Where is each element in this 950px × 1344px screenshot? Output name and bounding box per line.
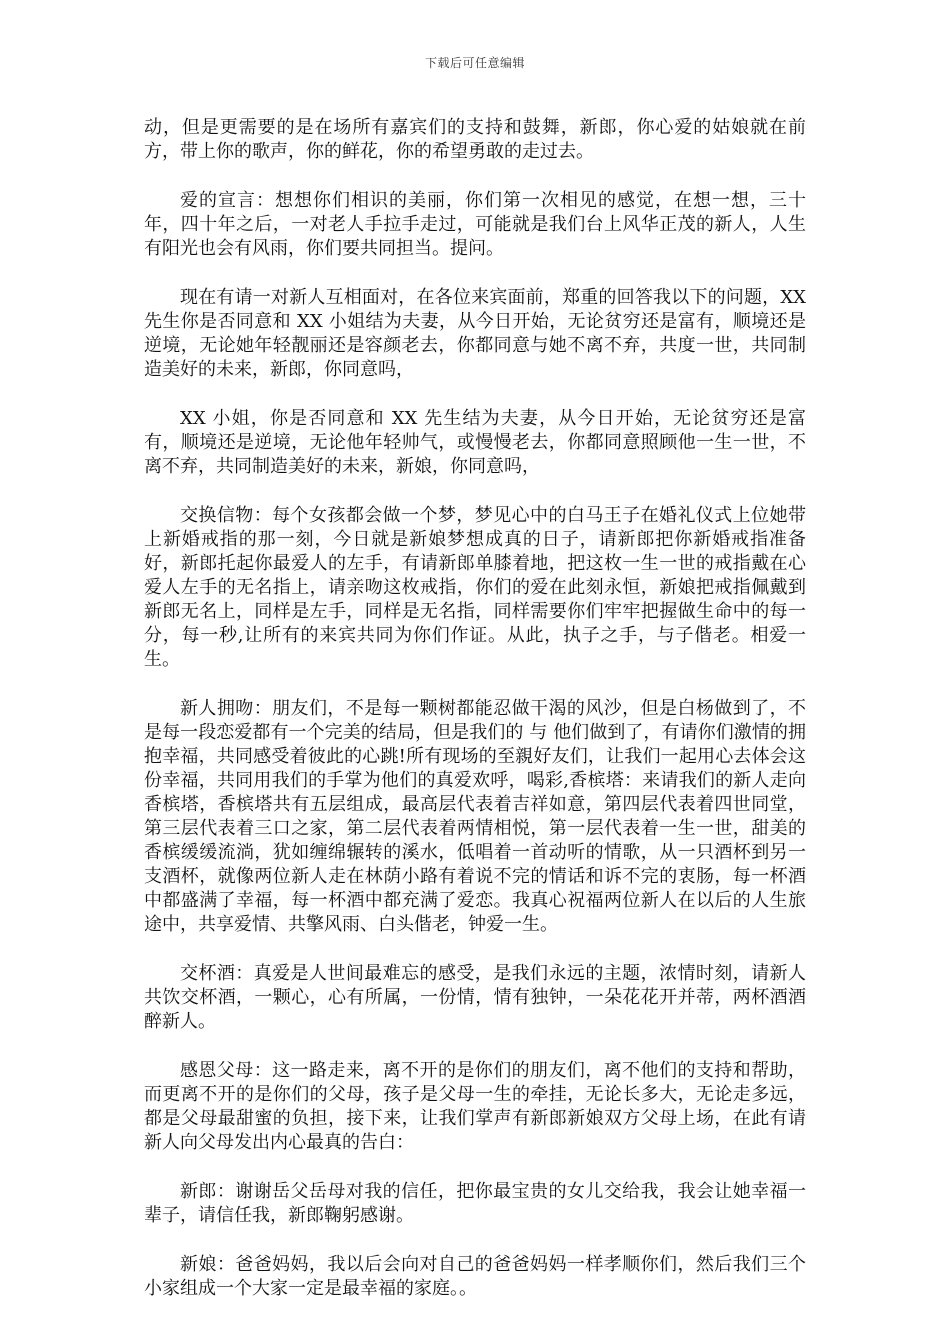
- page-header: 下载后可任意编辑: [424, 56, 525, 70]
- paragraph-continuation: 动，但是更需要的是在场所有嘉宾们的支持和鼓舞，新郎，你心爱的姑娘就在前方，带上你的歌声，你的鲜花，你的希望勇敢的走过去。: [144, 117, 806, 162]
- paragraph-ring-exchange: 交换信物：每个女孩都会做一个梦，梦见心中的白马王子在婚礼仪式上位她带上新婚戒指的那一刻，今日就是新娘梦想成真的日子，请新郎把你新婚戒指准备好，新郎托起你最爱人的左手，有请新郎单膝着地，把这枚一生一世的戒指戴在心爱人左手的无名指上，请亲吻这枚戒指，你们的爱在此刻永恒，新娘把戒指佩戴到新郎无名上，同样是左手，同样是无名指，同样需要你们牢牢把握做生命中的每一分，每一秒,让所有的来宾共同为你们作证。从此，执子之手，与子偕老。相爱一生。: [144, 505, 806, 670]
- paragraph-groom-vow-question: 现在有请一对新人互相面对，在各位来宾面前，郑重的回答我以下的问题，XX 先生你是否同意和 XX 小姐结为夫妻，从今日开始，无论贫穷还是富有，顺境还是逆境，无论她年轻靓丽还是容颜老去，你都同意与她不离不弃，共度一世，共同制造美好的未来，新郎，你同意吗，: [144, 287, 806, 380]
- paragraph-love-declaration: 爱的宣言：想想你们相识的美丽，你们第一次相见的感觉，在想一想，三十年，四十年之后，一对老人手拉手走过，可能就是我们台上风华正茂的新人，人生有阳光也会有风雨，你们要共同担当。提问。: [144, 190, 806, 259]
- paragraph-bride-vow-question: XX 小姐，你是否同意和 XX 先生结为夫妻，从今日开始，无论贫穷还是富有，顺境还是逆境，无论他年轻帅气，或慢慢老去，你都同意照顾他一生一世，不离不弃，共同制造美好的未来，新娘，你同意吗，: [144, 408, 806, 477]
- paragraph-kiss-champagne: 新人拥吻：朋友们，不是每一颗树都能忍做干渴的风沙，但是白杨做到了，不是每一段恋爱都有一个完美的结局，但是我们的 与 他们做到了，有请你们激情的拥抱幸福，共同感受着彼此的心跳!所有现场的至親好友们，让我们一起用心去体会这份幸福，共同用我们的手掌为他们的真爱欢呼，喝彩,香槟塔：来请我们的新人走向香槟塔，香槟塔共有五层组成，最高层代表着吉祥如意，第四层代表着四世同堂，第三层代表着三口之家，第二层代表着两情相悦，第一层代表着一生一世，甜美的香槟缓缓流淌，犹如缠绵辗转的溪水，低唱着一首动听的情歌，从一只酒杯到另一支酒杯，就像两位新人走在林荫小路有着说不完的情话和诉不完的衷肠，每一杯酒中都盛满了幸福，每一杯酒中都充满了爱恋。我真心祝福两位新人在以后的人生旅途中，共享爱情、共擎风雨、白头偕老，钟爱一生。: [144, 698, 806, 935]
- document-body: [144, 116, 806, 1326]
- paragraph-thank-parents: 感恩父母：这一路走来，离不开的是你们的朋友们，离不他们的支持和帮助，而更离不开的是你们的父母，孩子是父母一生的牵挂，无论长多大，无论走多远，都是父母最甜蜜的负担，接下来，让我们掌声有新郎新娘双方父母上场，在此有请新人向父母发出内心最真的告白：: [144, 1060, 806, 1153]
- paragraph-cross-cup-wine: 交杯酒：真爱是人世间最难忘的感受，是我们永远的主题，浓情时刻，请新人共饮交杯酒，一颗心，心有所属，一份情，情有独钟，一朵花花开并蒂，两杯酒酒醉新人。: [144, 963, 806, 1032]
- paragraph-groom-speech: 新郎：谢谢岳父岳母对我的信任，把你最宝贵的女儿交给我，我会让她幸福一辈子，请信任我，新郎鞠躬感谢。: [144, 1181, 806, 1226]
- paragraph-bride-speech: 新娘：爸爸妈妈，我以后会向对自己的爸爸妈妈一样孝顺你们，然后我们三个小家组成一个大家一定是最幸福的家庭。。: [144, 1254, 806, 1299]
